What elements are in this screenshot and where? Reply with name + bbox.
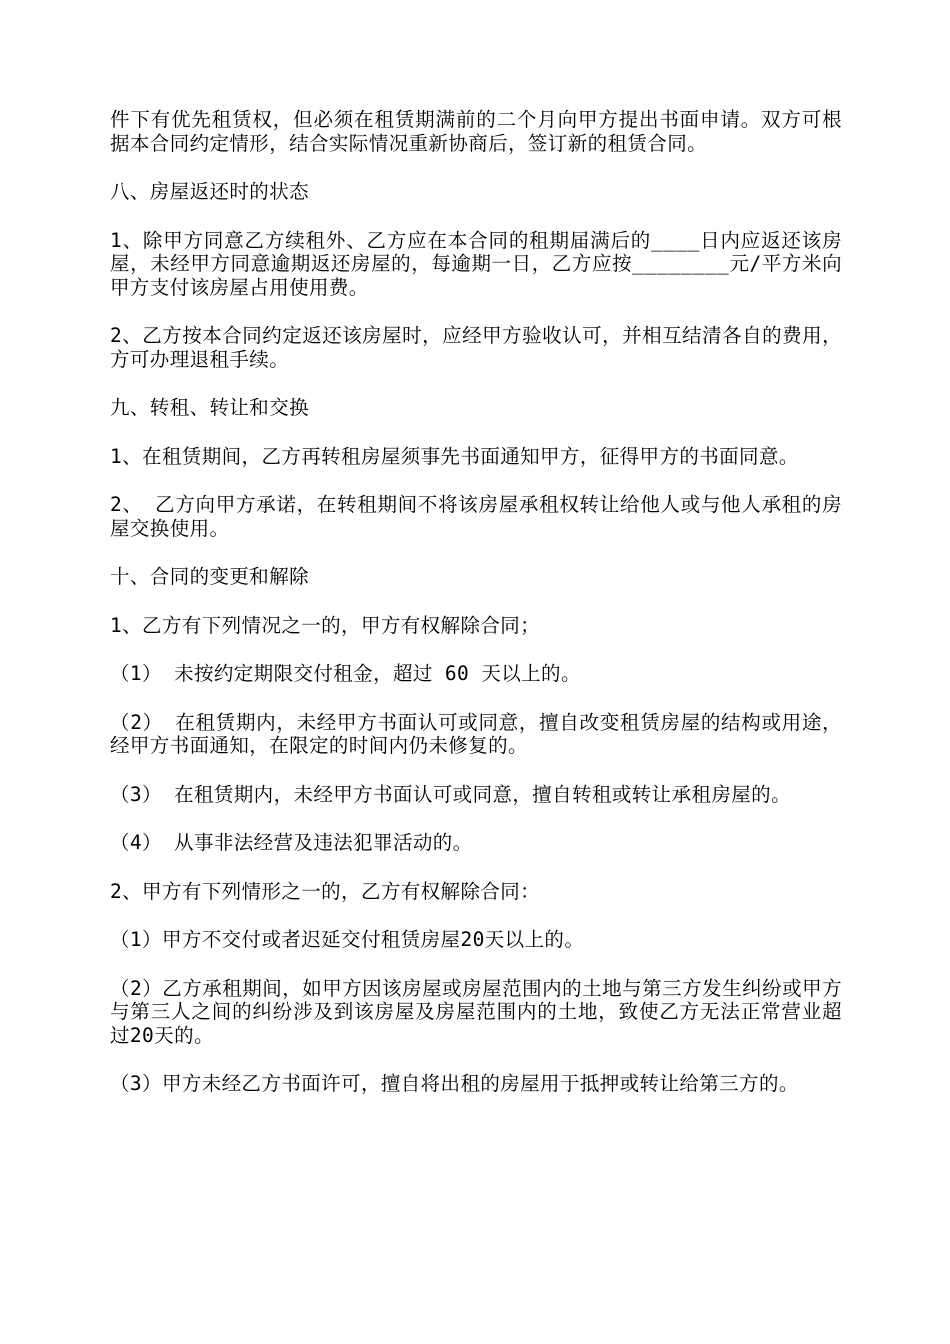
list-item-10-1-4: （4） 从事非法经营及违法犯罪活动的。: [110, 831, 473, 854]
paragraph-9-2-no-transfer: 2、 乙方向甲方承诺，在转租期间不将该房屋承租权转让给他人或与他人承租的房屋交换使用。: [110, 493, 842, 540]
section-heading-8-return-state: 八、房屋返还时的状态: [110, 180, 310, 203]
list-item-10-1-2: （2） 在租赁期内，未经甲方书面认可或同意，擅自改变租赁房屋的结构或用途，经甲方书面通知，在限定的时间内仍未修复的。: [110, 710, 842, 757]
paragraph-8-1-return-deadline: 1、除甲方同意乙方续租外、乙方应在本合同的租期届满后的____日内应返还该房屋，未经甲方同意逾期返还房屋的，每逾期一日，乙方应按________元/平方米向甲方支付该房屋占用使用费。: [110, 228, 842, 299]
list-item-10-1-3: （3） 在租赁期内，未经甲方书面认可或同意，擅自转租或转让承租房屋的。: [110, 782, 791, 806]
list-item-10-1-1: （1） 未按约定期限交付租金，超过 60 天以上的。: [110, 662, 581, 685]
paragraph-preemptive-renewal-right: 件下有优先租赁权，但必须在租赁期满前的二个月向甲方提出书面申请。双方可根据本合同约定情形，结合实际情况重新协商后，签订新的租赁合同。: [110, 108, 842, 155]
document-page: [110, 108, 842, 1121]
section-heading-10-termination: 十、合同的变更和解除: [110, 565, 310, 588]
paragraph-8-2-inspection: 2、乙方按本合同约定返还该房屋时，应经甲方验收认可，并相互结清各自的费用，方可办理退租手续。: [110, 324, 842, 371]
paragraph-9-1-sublease-notice: 1、在租赁期间，乙方再转租房屋须事先书面通知甲方，征得甲方的书面同意。: [110, 444, 799, 468]
list-item-10-2-3: （3）甲方未经乙方书面许可，擅自将出租的房屋用于抵押或转让给第三方的。: [110, 1072, 799, 1095]
list-item-10-2-1: （1）甲方不交付或者迟延交付租赁房屋20天以上的。: [110, 928, 585, 951]
section-heading-9-sublease: 九、转租、转让和交换: [110, 396, 310, 419]
paragraph-10-1-lessor-termination: 1、乙方有下列情况之一的，甲方有权解除合同；: [110, 613, 541, 637]
paragraph-10-2-lessee-termination: 2、甲方有下列情形之一的，乙方有权解除合同：: [110, 879, 541, 903]
list-item-10-2-2: （2）乙方承租期间，如甲方因该房屋或房屋范围内的土地与第三方发生纠纷或甲方与第三人之间的纠纷涉及到该房屋及房屋范围内的土地，致使乙方无法正常营业超过20天的。: [110, 976, 842, 1047]
